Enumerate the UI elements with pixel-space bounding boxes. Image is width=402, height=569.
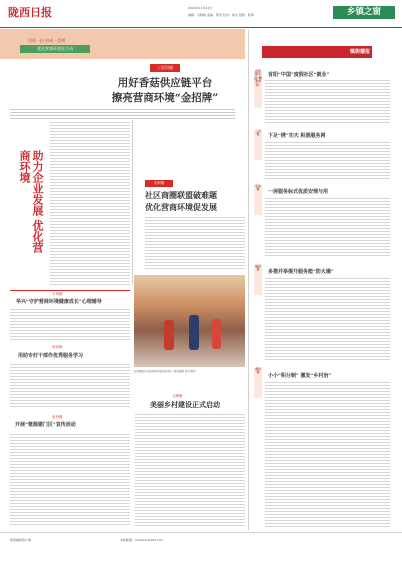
right-item3-title: 一屏服务标式优质安理与用 xyxy=(268,189,329,195)
right-item4-body xyxy=(265,276,390,361)
photo-person-3 xyxy=(212,319,221,349)
story-main-title-line2: 擦亮营商环境“金招牌” xyxy=(111,92,219,104)
right-item1-side: 首阳镇全面“精准施策” xyxy=(254,70,262,108)
story-left2-title: 用助专好干部作优秀服务学习 xyxy=(18,353,84,359)
story-main-title-line1: 用好香菇供应链平台 xyxy=(117,77,213,89)
photo-person-2 xyxy=(189,315,199,350)
right-column-divider xyxy=(248,30,249,530)
story-bottom-body xyxy=(135,412,245,527)
story-bottom-title: 美丽乡村建设正式启动 xyxy=(150,400,220,409)
story-left2-kicker: 尚家镇 xyxy=(52,345,63,349)
section-banner: 乡镇之窗 xyxy=(333,6,395,19)
story-left1-kicker: 丰坝镇 xyxy=(52,292,63,296)
section-rule-1 xyxy=(10,290,130,291)
story-left3-body xyxy=(10,432,130,527)
story-community-title-line1: 社区商圈联盟破难题 xyxy=(145,190,217,200)
story-main-column-text xyxy=(50,120,130,285)
story-community-title-line2: 优化营商环境促发展 xyxy=(145,202,217,212)
right-item5-side: 渭阳镇 xyxy=(254,368,262,398)
issue-date: 2024年11月22日 xyxy=(188,6,213,10)
right-item2-body xyxy=(265,140,390,180)
right-item4-side: 福星镇 xyxy=(254,265,262,295)
right-item2-side: 三台镇 xyxy=(254,130,262,160)
right-item2-title: 下足“绣”功夫 积酒服务网 xyxy=(268,133,326,139)
photo-caption: 安坝镇组织开展营商环境宣传活动（陇西融媒 张学林摄） xyxy=(134,370,198,373)
right-item3-body xyxy=(265,196,390,256)
right-item5-title: 小小“积分制” 激发“乡村治” xyxy=(268,373,332,379)
header-band xyxy=(0,29,245,59)
footer-mid: 本版邮箱：lxrbxzzc@163.com xyxy=(120,538,164,542)
header-band-line2: 优化营商环境在行动 xyxy=(20,45,90,53)
story-bottom-kicker: 文峰镇 xyxy=(172,394,183,398)
story-left1-body xyxy=(10,307,130,342)
right-item1-title: 首阳“中国”度假社区“就业” xyxy=(268,72,330,78)
story-left1-title: 华兴“守护营商环境健康成长”心理辅导 xyxy=(16,299,102,305)
story-community-kicker: 安坝镇 xyxy=(145,180,173,187)
column-divider xyxy=(132,120,133,285)
top-rule xyxy=(0,27,402,28)
story-main-body xyxy=(10,107,235,119)
header-band-line1: 找准一招 形成一盘棋 xyxy=(28,38,66,43)
story-main-kicker: 三里沟镇 xyxy=(150,64,180,72)
editor-line: 编辑：马晓敏 美编：陈贤 校对：周冰 组版：陈海 xyxy=(188,13,254,17)
story-community-body xyxy=(145,215,245,270)
right-tag: 镇街播报 xyxy=(350,49,371,55)
story-left3-title: 开展“楚源建门区”宣传活动 xyxy=(15,422,76,428)
right-item4-title: 多措并举提升服务能“防火墙” xyxy=(268,269,334,275)
footer-rule xyxy=(0,532,402,533)
story-left2-body xyxy=(10,362,130,407)
photo-person-1 xyxy=(164,320,174,350)
footer-left: 陇西融媒客户端 xyxy=(10,538,32,542)
story-left3-kicker: 泉州镇 xyxy=(52,415,63,419)
paper-logo: 陇西日报 xyxy=(8,6,52,19)
community-event-photo xyxy=(134,275,245,367)
story-main-vertical-title: 助力企业发展 优化营商环境 xyxy=(18,150,44,253)
right-item1-body xyxy=(265,78,390,123)
right-item3-side: 宏伟镇 xyxy=(254,185,262,215)
right-item5-body xyxy=(265,380,390,528)
